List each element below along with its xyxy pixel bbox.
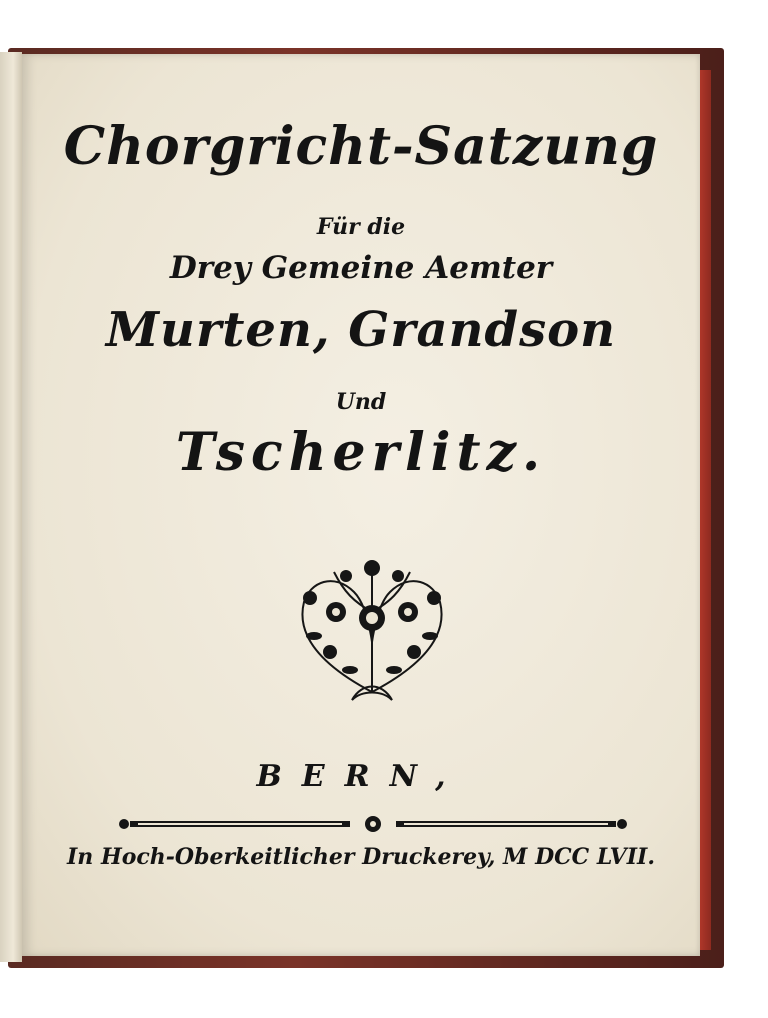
imprint-line: In Hoch-Oberkeitlicher Druckerey, M DCC LVII. (67, 844, 655, 870)
city-name: BERN, (256, 759, 466, 794)
book-spine-edge (0, 52, 22, 962)
decorative-rule-icon (118, 812, 628, 836)
places-line: Murten, Grandson (105, 302, 617, 358)
title-page (22, 54, 700, 956)
dedication-for-the: Für die (316, 214, 406, 240)
book-title: Chorgricht-Satzung (63, 116, 659, 177)
floral-ornament-icon (274, 552, 470, 708)
last-place-name: Tscherlitz. (175, 422, 547, 483)
conjunction-und: Und (335, 389, 387, 415)
districts-line: Drey Gemeine Aemter (169, 250, 553, 286)
